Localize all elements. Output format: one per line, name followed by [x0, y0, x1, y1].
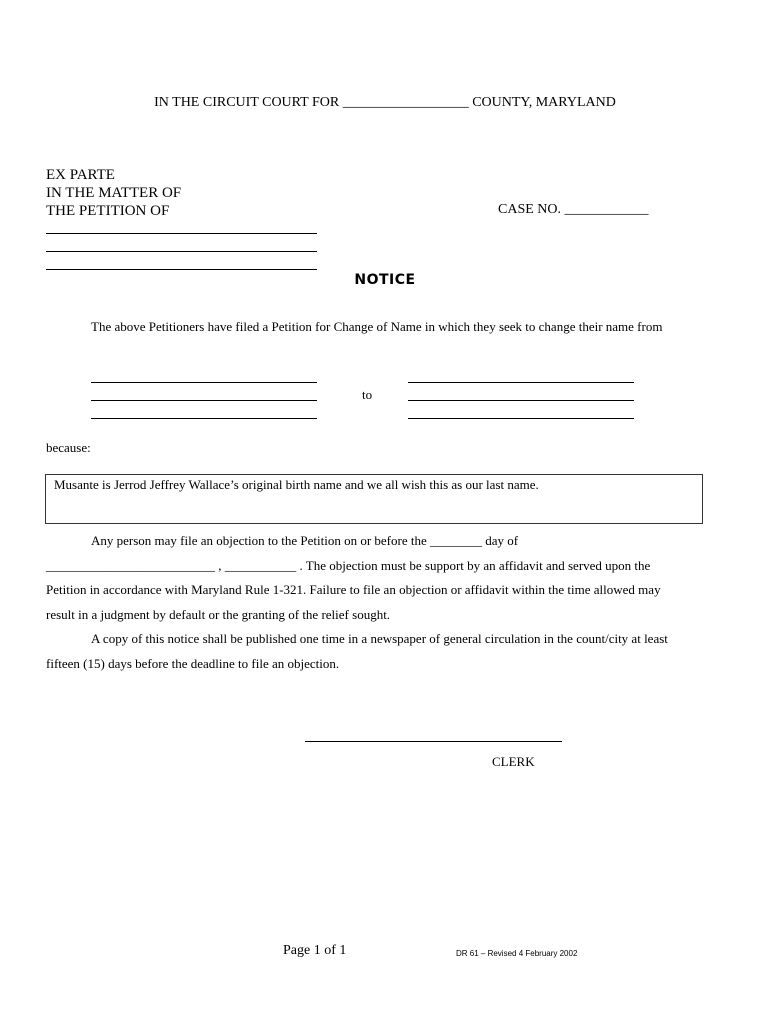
because-label: because: [46, 440, 91, 455]
court-prefix: IN THE CIRCUIT COURT FOR [154, 95, 340, 110]
to-name-line-2[interactable] [408, 400, 634, 401]
caption-petition-of: THE PETITION OF [46, 203, 170, 219]
caption-in-matter: IN THE MATTER OF [46, 185, 182, 201]
clerk-label: CLERK [492, 754, 535, 769]
objection-line-2: __________________________ , ___________ . The objection must be support by an affidavit and served upon the [46, 557, 651, 573]
court-header [0, 95, 770, 111]
from-name-line-1[interactable] [91, 382, 317, 383]
caption-ex-parte: EX PARTE [46, 167, 115, 183]
case-number [498, 202, 649, 218]
petitioner-line-1[interactable] [46, 233, 317, 234]
caption-block [46, 166, 181, 220]
petitioner-line-2[interactable] [46, 251, 317, 252]
case-number-blank[interactable]: ____________ [564, 202, 649, 217]
clerk-signature-line[interactable] [305, 741, 562, 742]
notice-title: NOTICE [354, 272, 416, 288]
reason-box[interactable] [45, 474, 703, 524]
objection-line-4: result in a judgment by default or the granting of the relief sought. [46, 606, 391, 622]
form-revision: DR 61 – Revised 4 February 2002 [456, 949, 578, 958]
objection-line-1: Any person may file an objection to the Petition on or before the ________ day of [91, 533, 519, 548]
intro-text: The above Petitioners have filed a Petition for Change of Name in which they seek to change their name from [91, 319, 663, 334]
to-label: to [362, 387, 373, 402]
reason-text: Musante is Jerrod Jeffrey Wallace’s original birth name and we all wish this as our last name. [54, 477, 539, 492]
publication-line-2: fifteen (15) days before the deadline to file an objection. [46, 655, 340, 671]
petitioner-line-3[interactable] [46, 269, 317, 270]
page-number: Page 1 of 1 [283, 943, 347, 958]
publication-line-1: A copy of this notice shall be published one time in a newspaper of general circulation in the count/city at least [91, 631, 668, 646]
from-name-line-2[interactable] [91, 400, 317, 401]
case-label: CASE NO. [498, 202, 562, 217]
from-name-line-3[interactable] [91, 418, 317, 419]
objection-line-3: Petition in accordance with Maryland Rule 1-321. Failure to file an objection or affidavit within the time allowed may [46, 582, 661, 597]
court-suffix: COUNTY, MARYLAND [472, 95, 616, 110]
to-name-line-1[interactable] [408, 382, 634, 383]
objection-paragraph [46, 529, 706, 676]
county-blank[interactable]: __________________ [342, 95, 469, 110]
to-name-line-3[interactable] [408, 418, 634, 419]
